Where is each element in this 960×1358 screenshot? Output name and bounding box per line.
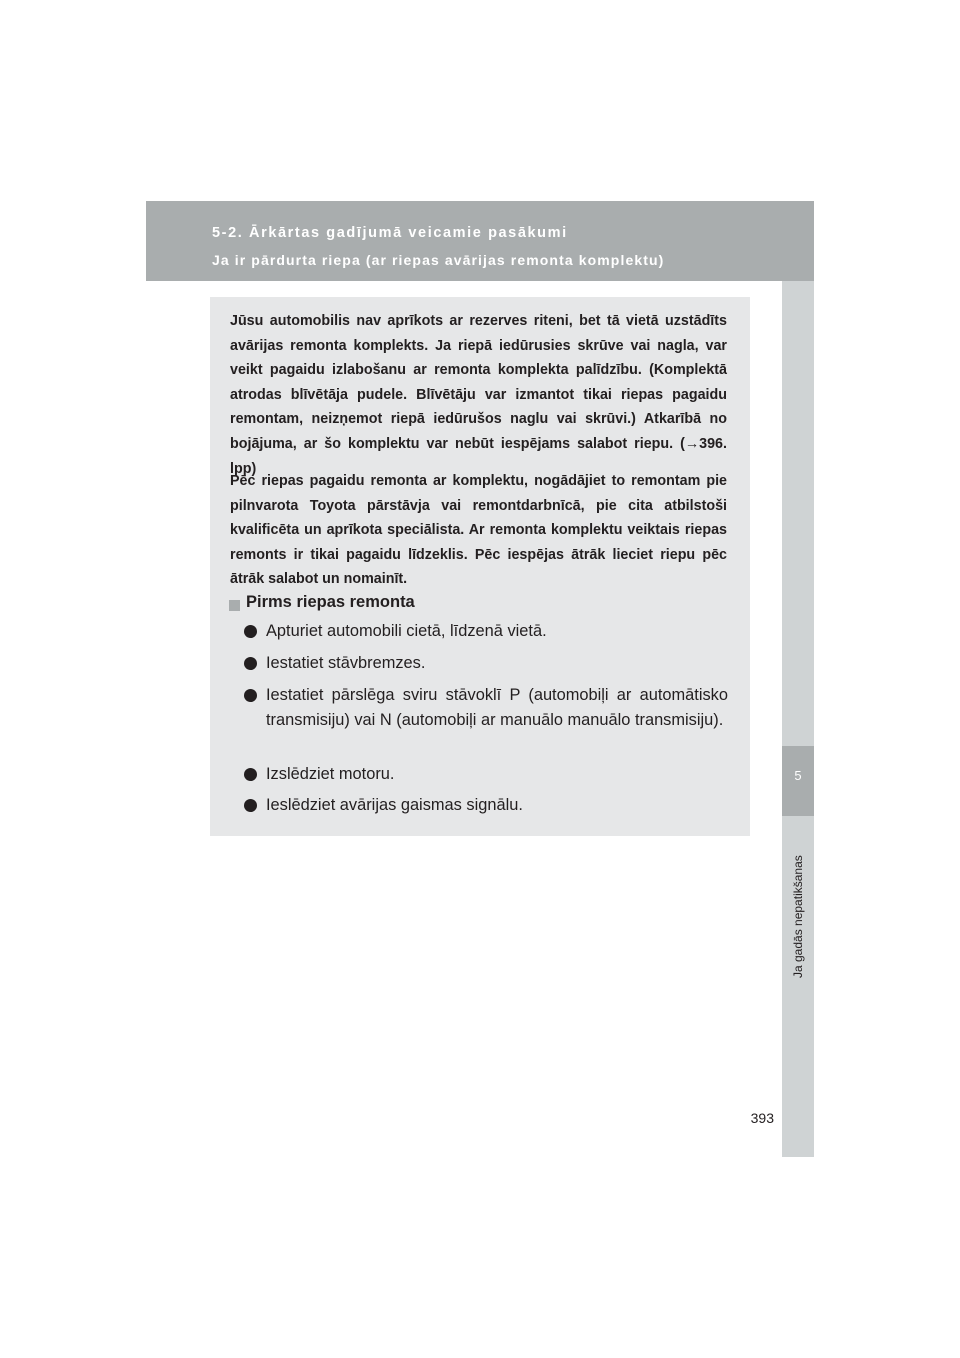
bullet-dot-icon: [244, 799, 257, 812]
page-number: 393: [750, 1110, 774, 1126]
chapter-label: Ja gadās nepatikšanas: [791, 855, 805, 978]
section-heading: Pirms riepas remonta: [246, 593, 415, 611]
intro-paragraph-1: Jūsu automobilis nav aprīkots ar rezerves riteni, bet tā vietā uzstādīts avārijas remonta komplekts. Ja riepā iedūrusies skrūve vai nagla, var veikt pagaidu izlabošanu ar remonta komplekta palīdzību. (Komplektā atrodas blīvētāja pudele. Blīvētāju var izmantot tikai riepas pagaidu remontam, neizņemot riepā iedūrušos naglu vai skrūvi.) Atkarībā no bojājuma, ar šo komplektu var nebūt iespējams salabot riepu. (→396. lpp): [230, 313, 727, 477]
list-item-text: Izslēdziet motoru.: [266, 765, 395, 783]
intro-paragraph-2: Pēc riepas pagaidu remonta ar komplektu, nogādājiet to remontam pie pilnvarota Toyota pārstāvja vai remontdarbnīcā, pie cita atbilstoši kvalificēta un aprīkota speciālista. Ar remonta komplektu veiktais riepas remonts ir tikai pagaidu līdzeklis. Pēc iespējas ātrāk lieciet riepu pēc ātrāk salabot un nomainīt.: [230, 473, 727, 588]
page-subtitle: Ja ir pārdurta riepa (ar riepas avārijas remonta komplektu): [212, 252, 665, 268]
chapter-label-wrap: [788, 828, 808, 978]
bullet-dot-icon: [244, 689, 257, 702]
square-bullet-icon: [229, 600, 240, 611]
content-box: [210, 297, 750, 836]
section-title: 5-2. Ārkārtas gadījumā veicamie pasākumi: [212, 225, 568, 241]
list-item-text: Iestatiet pārslēga sviru stāvoklī P (automobiļi ar automātisko transmisiju) vai N (automobiļi ar manuālo manuālo transmisiju).: [266, 686, 728, 729]
chapter-sidebar: [782, 281, 814, 1157]
list-item-text: Ieslēdziet avārijas gaismas signālu.: [266, 796, 523, 814]
page-header: [146, 201, 814, 281]
list-item-text: Iestatiet stāvbremzes.: [266, 654, 426, 672]
bullet-dot-icon: [244, 768, 257, 781]
chapter-number: 5: [794, 768, 802, 783]
bullet-dot-icon: [244, 657, 257, 670]
bullet-dot-icon: [244, 625, 257, 638]
list-item-text: Apturiet automobili cietā, līdzenā vietā.: [266, 622, 547, 640]
